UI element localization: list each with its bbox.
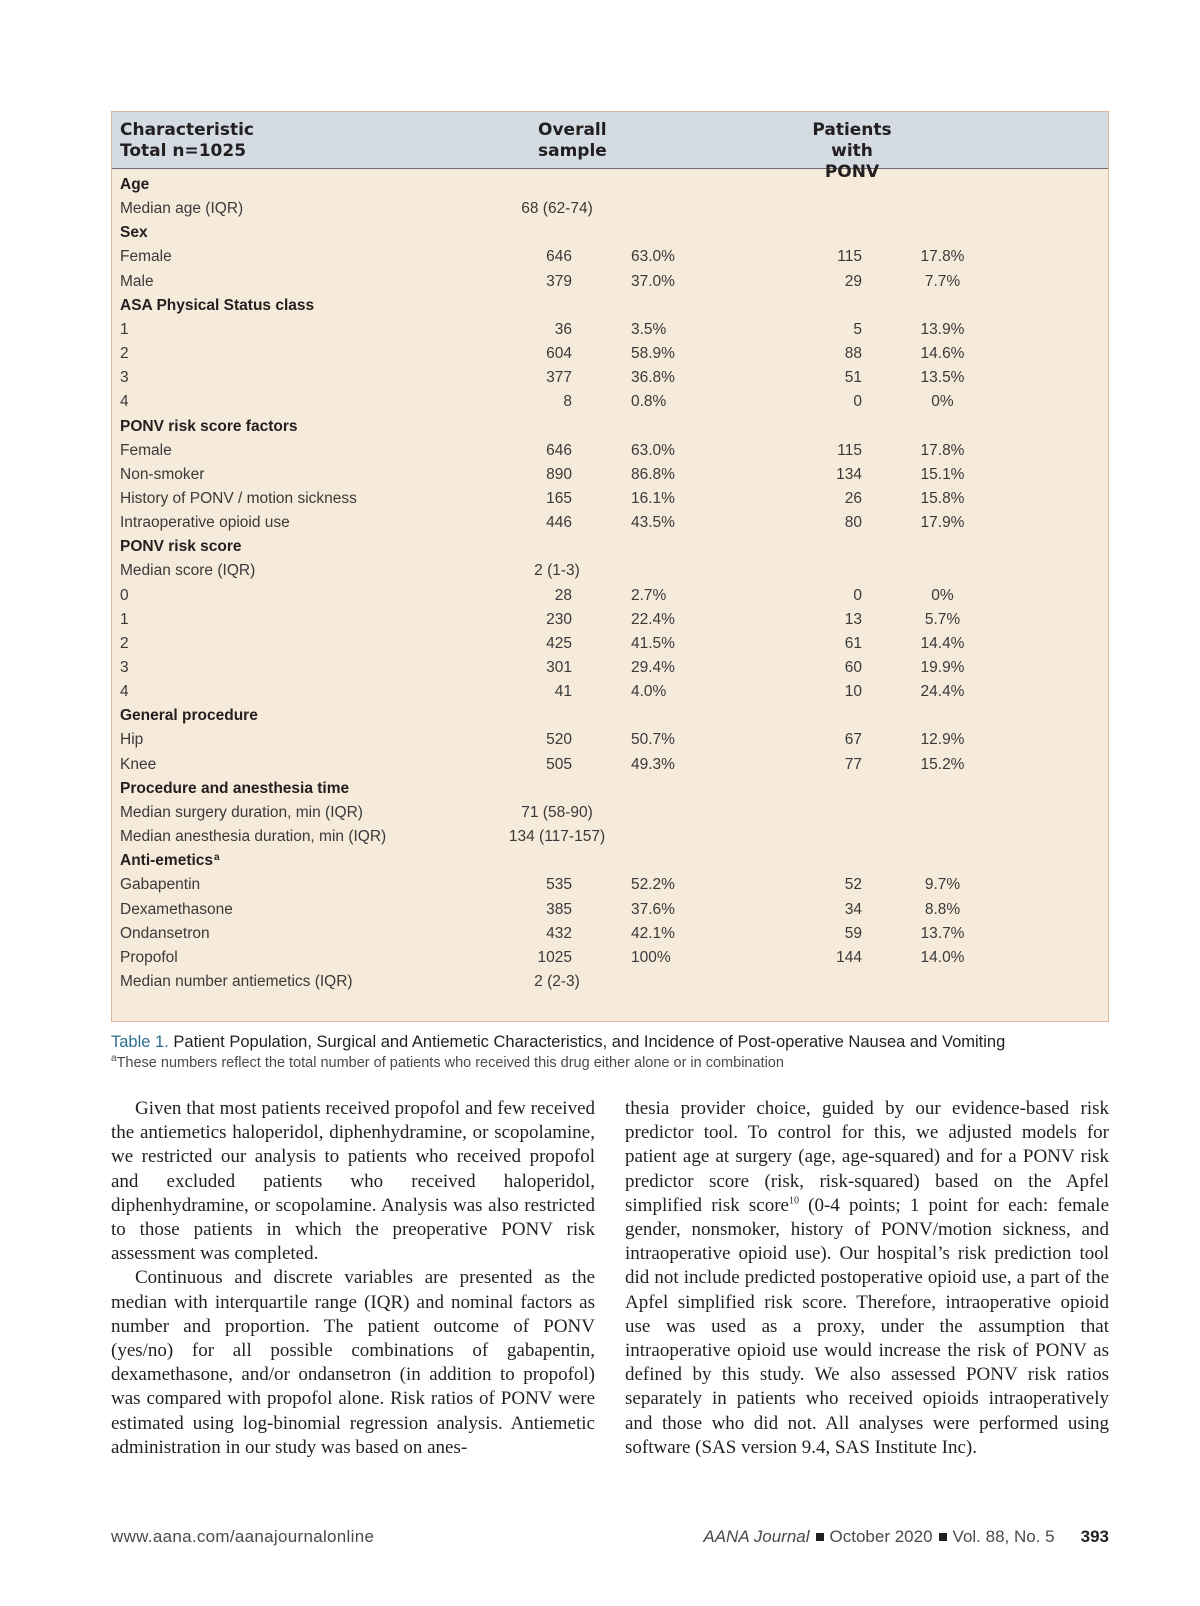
row-label: 2: [120, 634, 129, 652]
ponv-percent: 24.4%: [920, 683, 965, 701]
table-row: [112, 559, 1108, 583]
table-row: [112, 487, 1108, 511]
ponv-percent: 13.7%: [920, 924, 965, 942]
row-label: General procedure: [120, 707, 258, 725]
ponv-percent: 7.7%: [924, 272, 961, 290]
table-row: [112, 970, 1108, 994]
ponv-percent: 17.8%: [920, 248, 965, 266]
ponv-count: 60: [844, 659, 862, 676]
overall-percent: 58.9%: [631, 345, 675, 363]
table-section-heading: [112, 704, 1108, 728]
table-section-heading: [112, 777, 1108, 801]
ponv-percent: 15.1%: [920, 465, 965, 483]
overall-percent: 49.3%: [631, 755, 675, 773]
table-section-heading: [112, 173, 1108, 197]
table-row: [112, 656, 1108, 680]
overall-count: 165: [546, 489, 572, 507]
overall-percent: 86.8%: [631, 465, 675, 483]
table-section-heading: [112, 535, 1108, 559]
overall-percent: 0.8%: [631, 393, 667, 411]
overall-count: 446: [546, 514, 572, 532]
table-section-heading: [112, 294, 1108, 318]
overall-count: 385: [546, 900, 572, 918]
overall-count: 520: [546, 731, 572, 749]
row-label: Female: [120, 441, 172, 459]
table-row: [112, 873, 1108, 897]
overall-median-value: 134 (117-157): [508, 828, 606, 846]
ponv-percent: 13.5%: [920, 369, 965, 387]
ponv-count: 51: [844, 369, 862, 387]
ponv-count: 115: [837, 248, 862, 266]
overall-percent: 63.0%: [631, 441, 675, 459]
ponv-count: 80: [844, 514, 862, 532]
ponv-percent: 19.9%: [920, 659, 965, 676]
footnote-marker: a: [111, 1053, 117, 1065]
row-label: Age: [120, 176, 150, 193]
table-row: [112, 632, 1108, 656]
paragraph: Continuous and discrete variables are presented as the median with interquartile range (IQR) and nominal factors as number and proportion. The patient outcome of PONV (yes/no) for all possible combinations of gabapentin, dexamethasone, and/or ondansetron (in addition to propofol) was compared with propofol alone. Risk ratios of PONV were estimated using log-binomial regression analysis. Antiemetic administration in our study was based on anes-: [111, 1267, 595, 1458]
overall-median-value: 71 (58-90): [521, 803, 593, 821]
overall-percent: 22.4%: [631, 610, 675, 628]
overall-percent: 36.8%: [631, 369, 675, 387]
caption-label: Table 1.: [111, 1033, 169, 1051]
row-label: Propofol: [120, 948, 178, 966]
row-label: 4: [120, 393, 129, 411]
row-label: Anti-emetics: [120, 852, 214, 870]
table-row: [112, 245, 1108, 269]
overall-count: 432: [546, 924, 572, 942]
table-section-heading: [112, 849, 1108, 873]
table-row: [112, 922, 1108, 946]
row-label: 1: [120, 320, 129, 338]
row-label: Female: [120, 248, 172, 266]
row-label: Knee: [120, 755, 157, 773]
ponv-count: 13: [844, 610, 862, 628]
reference-marker: 10: [788, 1195, 799, 1207]
overall-count: 301: [546, 659, 572, 676]
footnote-marker: a: [214, 852, 220, 864]
ponv-count: 26: [844, 489, 862, 507]
row-label: Intraoperative opioid use: [120, 514, 290, 532]
ponv-percent: 12.9%: [920, 731, 965, 749]
table-row: [112, 439, 1108, 463]
footer-volume: Vol. 88, No. 5: [952, 1527, 1055, 1546]
header-characteristic-line1: Characteristic: [120, 120, 254, 140]
row-label: Median surgery duration, min (IQR): [120, 803, 363, 821]
paragraph-text: (0-4 points; 1 point for each: female gender, nonsmoker, history of PONV/motion sickness, and intraoperative opioid use). Our hospital’s risk prediction tool did not include predicted postoperative opioid use, a part of the Apfel simplified risk score. Therefore, intraoperative opioid use was used as a proxy, under the assumption that intraoperative opioid use would increase the risk of PONV as defined by this study. We also assessed PONV risk ratios separately in patients who received opioids intraoperatively and those who did not. All analyses were performed using software (SAS version 9.4, SAS Institute Inc).: [625, 1194, 1110, 1458]
ponv-count: 144: [836, 948, 862, 966]
header-ponv-line2: with PONV: [824, 141, 880, 182]
ponv-count: 59: [844, 924, 862, 942]
table-row: [112, 728, 1108, 752]
row-label: Sex: [120, 224, 148, 242]
ponv-count: 61: [844, 634, 862, 652]
row-label: Median age (IQR): [120, 200, 244, 218]
row-label: 2: [120, 345, 129, 363]
ponv-count: 115: [837, 441, 862, 459]
table-row: [112, 680, 1108, 704]
row-label: ASA Physical Status class: [120, 296, 315, 314]
table-row: [112, 946, 1108, 970]
overall-percent: 41.5%: [631, 634, 675, 652]
overall-count: 28: [554, 586, 572, 604]
overall-count: 230: [546, 610, 572, 628]
ponv-percent: 14.0%: [920, 948, 965, 966]
row-label: Median anesthesia duration, min (IQR): [120, 828, 387, 846]
ponv-count: 77: [844, 755, 862, 773]
overall-count: 377: [546, 369, 572, 387]
overall-count: 890: [546, 465, 572, 483]
row-label: Median score (IQR): [120, 562, 256, 580]
table-row: [112, 390, 1108, 414]
overall-percent: 37.6%: [631, 900, 675, 918]
ponv-count: 10: [844, 683, 862, 701]
ponv-percent: 5.7%: [924, 610, 961, 628]
table-row: [112, 318, 1108, 342]
ponv-count: 5: [853, 320, 862, 338]
row-label: 3: [120, 659, 129, 676]
overall-percent: 29.4%: [631, 659, 675, 676]
row-label: Dexamethasone: [120, 900, 233, 918]
table-row: [112, 825, 1108, 849]
overall-percent: 16.1%: [631, 489, 675, 507]
overall-count: 535: [546, 876, 572, 894]
paragraph: Given that most patients received propofol and few received the antiemetics haloperidol, diphenhydramine, or scopolamine, we restricted our analysis to patients who received propofol and excluded patients who received haloperidol, diphenhydramine, or scopolamine. Analysis was also restricted to those patients in which the preoperative PONV risk assessment was completed.: [111, 1098, 595, 1265]
table-row: [112, 608, 1108, 632]
ponv-count: 52: [844, 876, 862, 894]
row-label: Hip: [120, 731, 144, 749]
row-label: 1: [120, 610, 129, 628]
overall-count: 41: [554, 683, 572, 701]
row-label: Male: [120, 272, 154, 290]
overall-percent: 63.0%: [631, 248, 675, 266]
overall-count: 379: [546, 272, 572, 290]
paragraph: [625, 1097, 1109, 1460]
table-row: [112, 801, 1108, 825]
row-label: Gabapentin: [120, 876, 201, 894]
ponv-count: 88: [844, 345, 862, 363]
overall-percent: 2.7%: [631, 586, 667, 604]
row-label: Non-smoker: [120, 465, 205, 483]
square-bullet-icon: [816, 1533, 824, 1541]
ponv-count: 29: [844, 272, 862, 290]
overall-count: 36: [554, 320, 572, 338]
overall-percent: 50.7%: [631, 731, 675, 749]
ponv-count: 67: [844, 731, 862, 749]
overall-median-value: 68 (62-74): [521, 200, 593, 218]
ponv-percent: 8.8%: [924, 900, 961, 918]
paragraph-text: thesia provider choice, guided by our evidence-based risk predictor tool. To control for this, we adjusted models for patient age at surgery (age, age-squared) and for a PONV risk predictor score (risk, risk-squared) based on the Apfel simplified risk score: [625, 1098, 1109, 1216]
table-section-heading: [112, 221, 1108, 245]
header-ponv-line1: Patients: [812, 120, 892, 140]
overall-percent: 43.5%: [631, 514, 675, 532]
table-1: [111, 111, 1109, 1022]
overall-count: 8: [563, 393, 572, 411]
overall-count: 505: [546, 755, 572, 773]
ponv-percent: 15.8%: [920, 489, 965, 507]
header-characteristic-line2: Total n=1025: [120, 141, 247, 161]
table-row: [112, 584, 1108, 608]
square-bullet-icon: [939, 1533, 947, 1541]
table-footnote: [111, 1053, 784, 1073]
row-label: Median number antiemetics (IQR): [120, 972, 353, 990]
row-label: Ondansetron: [120, 924, 210, 942]
table-row: [112, 342, 1108, 366]
ponv-count: 134: [836, 465, 862, 483]
overall-count: 1025: [537, 948, 572, 966]
body-column-right: [625, 1097, 1109, 1460]
overall-percent: 37.0%: [631, 272, 675, 290]
table-row: [112, 898, 1108, 922]
ponv-percent: 9.7%: [924, 876, 961, 894]
ponv-percent: 0%: [931, 393, 954, 411]
overall-percent: 100%: [631, 948, 671, 966]
table-row: [112, 753, 1108, 777]
row-label: History of PONV / motion sickness: [120, 489, 357, 507]
page-number: 393: [1080, 1527, 1109, 1546]
ponv-count: 34: [844, 900, 862, 918]
row-label: 4: [120, 683, 129, 701]
table-row: [112, 197, 1108, 221]
table-section-heading: [112, 415, 1108, 439]
caption-text: Patient Population, Surgical and Antiemetic Characteristics, and Incidence of Post-operative Nausea and Vomiting: [173, 1033, 1006, 1051]
footnote-text: These numbers reflect the total number of patients who received this drug either alone or in combination: [116, 1055, 784, 1071]
overall-percent: 3.5%: [631, 320, 667, 338]
overall-median-value: 2 (2-3): [534, 972, 580, 990]
ponv-percent: 13.9%: [920, 320, 965, 338]
row-label: PONV risk score: [120, 538, 242, 556]
overall-count: 646: [546, 248, 572, 266]
table-row: [112, 463, 1108, 487]
footer-date: October 2020: [829, 1527, 933, 1546]
ponv-percent: 14.4%: [920, 634, 965, 652]
row-label: 3: [120, 369, 129, 387]
row-label: 0: [120, 586, 129, 604]
ponv-percent: 15.2%: [920, 755, 965, 773]
header-overall-line1: Overall: [538, 120, 607, 140]
footer-url: www.aana.com/aanajournalonline: [111, 1527, 375, 1546]
overall-percent: 52.2%: [631, 876, 675, 894]
header-characteristic: [120, 120, 254, 162]
table-header: [112, 112, 1108, 182]
overall-median-value: 2 (1-3): [534, 562, 580, 580]
row-label: PONV risk score factors: [120, 417, 298, 435]
ponv-percent: 14.6%: [920, 345, 965, 363]
footer-citation: [703, 1526, 1109, 1548]
body-column-left: [111, 1097, 595, 1460]
overall-percent: 4.0%: [631, 683, 667, 701]
header-overall-sample: [538, 120, 626, 162]
header-overall-line2: sample: [538, 141, 607, 161]
ponv-percent: 17.8%: [920, 441, 965, 459]
footer-journal: AANA Journal: [703, 1527, 810, 1546]
overall-count: 646: [546, 441, 572, 459]
table-row: [112, 270, 1108, 294]
ponv-count: 0: [853, 586, 862, 604]
table-caption: [111, 1031, 1005, 1053]
ponv-count: 0: [853, 393, 862, 411]
ponv-percent: 17.9%: [920, 514, 965, 532]
overall-count: 425: [546, 634, 572, 652]
overall-percent: 42.1%: [631, 924, 675, 942]
table-row: [112, 511, 1108, 535]
ponv-percent: 0%: [931, 586, 954, 604]
row-label: Procedure and anesthesia time: [120, 779, 350, 797]
table-row: [112, 366, 1108, 390]
overall-count: 604: [546, 345, 572, 363]
